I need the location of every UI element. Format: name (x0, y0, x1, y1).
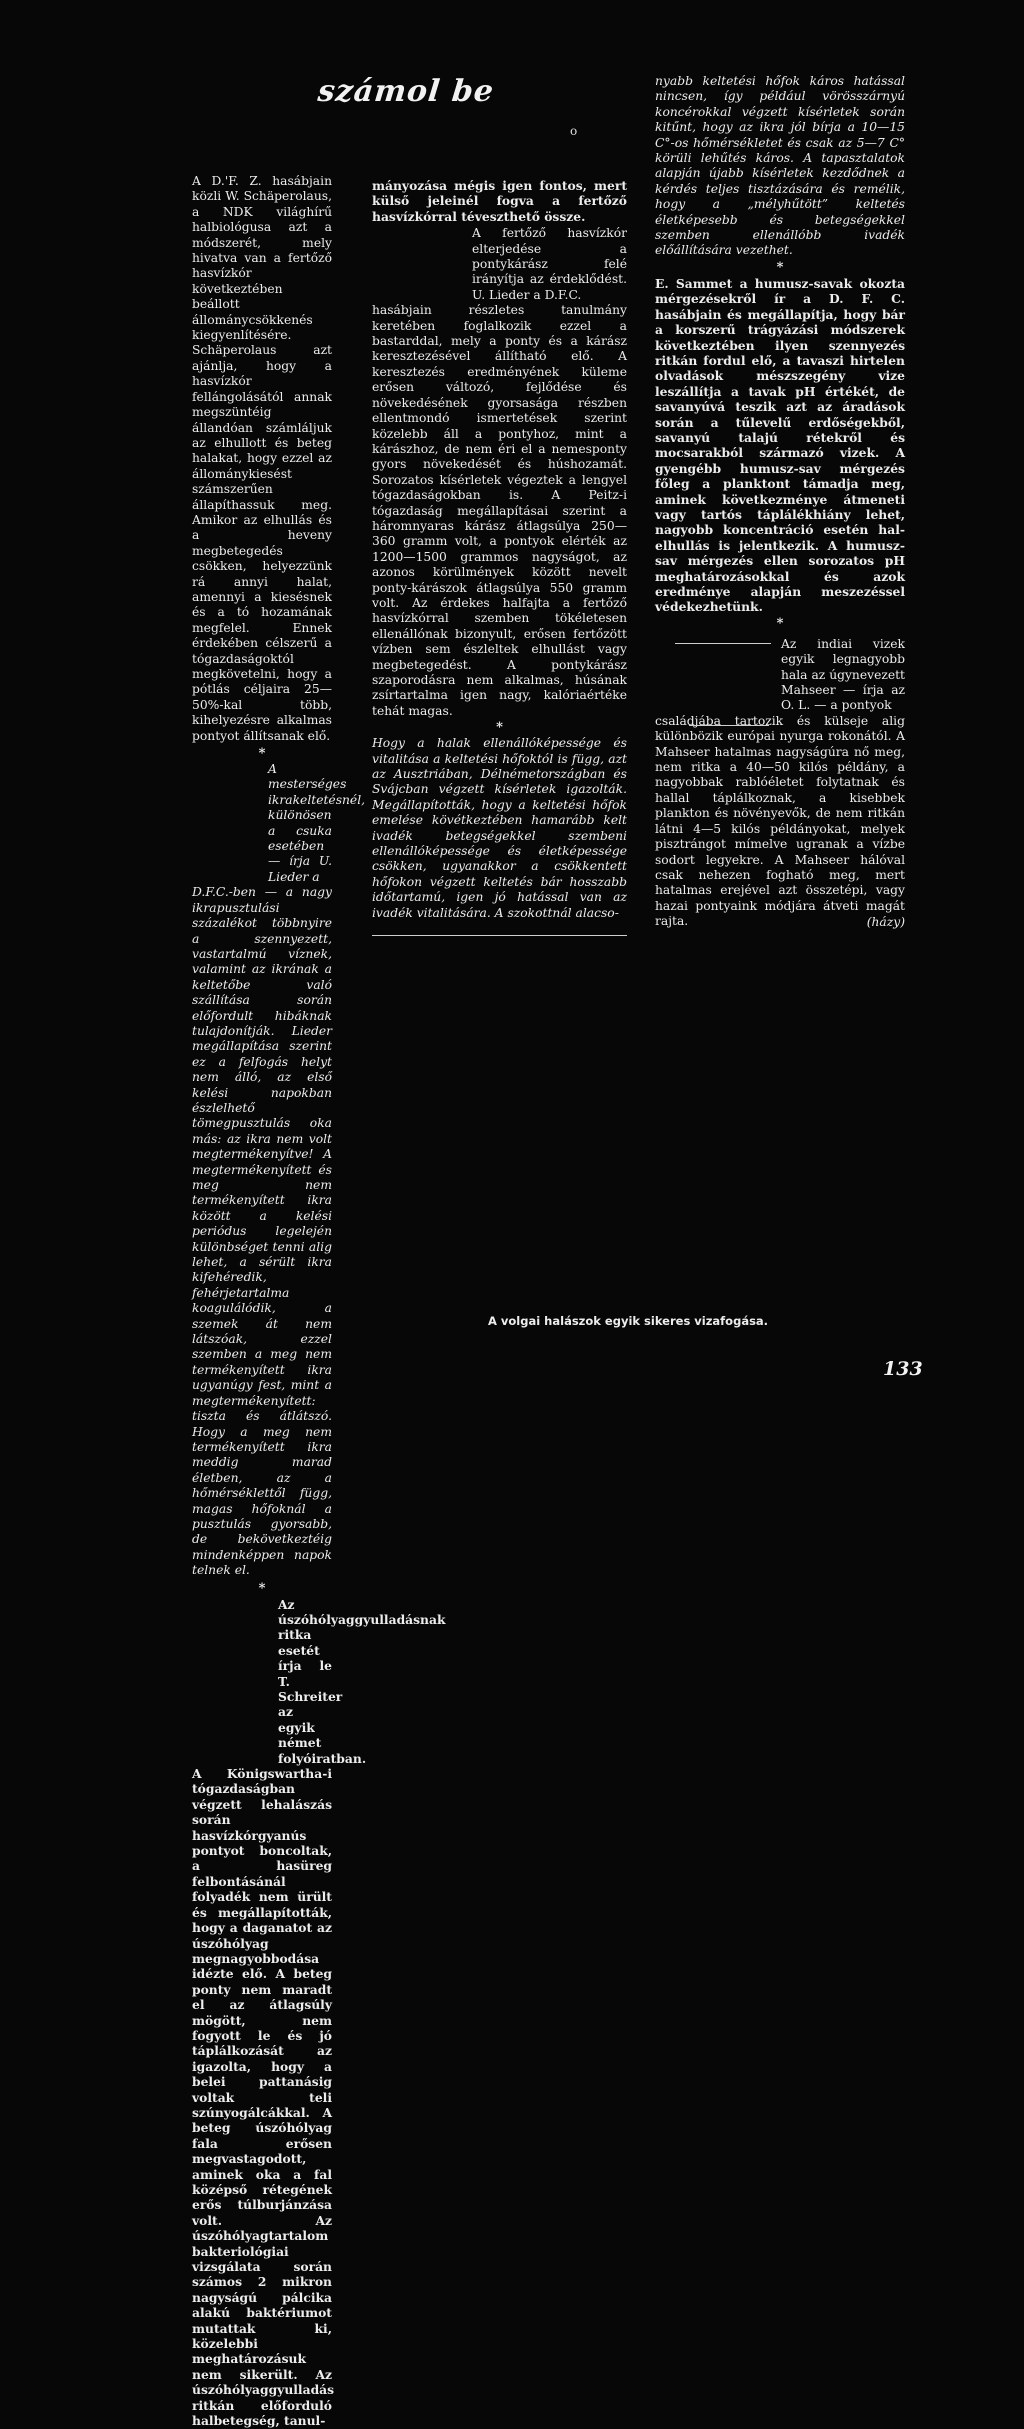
photo-caption: A volgai halászok egyik sikeres vizafogása. (488, 1314, 769, 1328)
homerseklet-article: nyabb keltetési hőfok káros hatással nincsen, így például vörösszárnyú koncérokkal végzett kísérletek során kitűnt, hogy az ikra jól bírja a 10—15 C°-os hőmérsékletet és csak az 5—7 C° körüli lehűtés káros. A tapasztalatok alapján újabb kísérletek kezdődnek a kérdés teljes tisztázására és remélik, hogy a „mélyhűtött” keltetés életképesebb és betegségekkel szemben ellenállóbb ivadék előállítására vezethet. (655, 74, 905, 258)
pontykarasz-article: hasábjain részletes tanulmány keretében foglalkozik ezzel a bastarddal, mely a ponty és a kárász keresztezésével állítható elő. A keresztezés eredményének küleme erősen változó, fejlődése és növekedésének gyorsasága részben ellentmondó ismertetések szerint közelebb áll a pontyhoz, mint a kárászhoz, de nem éri el a nemesponty gyors növekedését és húshozamát. Sorozatos kísérletek végeztek a lengyel tógazdaságokban is. A Peitz-i tógazdaság megállapításai szerint a háromnyaras kárász átlagsúlya 250—360 gramm volt, a pontyok elérték az 1200—1500 grammos nagyságot, az azonos körülmények között nevelt ponty-kárászok átlagsúlya 550 gramm volt. Az érdekes halfajta a fertőző hasvízkórral szemben tökéletesen ellenállónak bizonyult, erősen fertőzött vízben sem észleltek elhullást vagy megbetegedést. A pontykárász szaporodásra nem alkalmas, húsának zsírtartalma igen nagy, kalóriaértéke tehát magas. (372, 303, 627, 718)
mahseer-heading: Az indiai vizek egyik legnagyobb hala az úgynevezett Mahseer — írja az O. L. — a pontyok (781, 636, 905, 713)
separator-star: * (776, 259, 784, 275)
column-1 (192, 174, 446, 2429)
schreiter-heading: Az úszóhólyaggyulladásnak ritka esetét írja le T. Schreiter az egyik német folyóiratban. (278, 1596, 446, 1766)
decorative-rule (675, 643, 771, 644)
keltetes-article: Hogy a halak ellenállóképessége és vitalitása a keltetési hőfoktól is függ, azt az Ausztriában, Délnémetországban és Svájcban végzett kísérletek igazolták. Megállapították, hogy a keltetési hőfok emelése kövétkeztében hamarább kelt ivadék betegségekkel szembeni ellenállóképessége és életképessége csökken, ugyanakkor a csökkentett hőfokon végzett keltetés bár hosszabb időtartamú, igen jó hatással van az ivadék vitalitására. A szokottnál alacso- (372, 736, 627, 920)
separator-star: * (496, 720, 503, 736)
lieder-ikra-article: D.F.C.-ben — a nagy ikrapusztulási százalékot többnyire a szennyezett, vastartalmú víznek, valamint az ikrának a keltetőbe való szállítása során előfordult hibáknak tulajdonítják. Lieder megállapítása szerint ez a felfogás helyt nem álló, az első kelési napokban észlelhető tömegpusztulás oka más: az ikra nem volt megtermékenyítve! A megtermékenyített és meg nem termékenyített ikra között a kelési periódus legelején különbséget tenni alig lehet, a sérült ikra kifehéredik, fehérjetartalma koagulálódik, a szemek át nem látszóak, ezzel szemben a meg nem termékenyített ikra ugyanúgy fest, mint a megtermékenyített: tiszta és átlátszó. Hogy a meg nem termékenyített ikra meddig marad életben, az a hőmérséklettől függ, magas hőfoknál a pusztulás gyorsabb, de bekövetkeztéig mindenképpen napok telnek el. (192, 885, 332, 1578)
decorative-rule (689, 725, 769, 726)
mahseer-heading-block (655, 637, 905, 714)
sammet-humusz-article: E. Sammet a humusz-savak okozta mérgezésekről ír a D. F. C. hasábjain és megállapítja, hogy bár a korszerű trágyázási módszerek következtében ilyen szennyezés ritkán fordul elő, a tavaszi hirtelen olvadások mészszegény vize leszállítja a tavak pH értékét, de savanyúvá teszik azt az áradások során a tűlevelű erdőségekből, savanyú talajú rétekről és mocsarakból származó vizek. A gyengébb humusz-sav mérgezés főleg a planktont támadja meg, aminek következménye átmeneti vagy tartós táplálékhiány lehet, nagyobb koncentráció esetén hal-elhullás is jelentkezik. A humusz-sav mérgezés ellen sorozatos pH meghatározásokkal és azok eredménye alapján meszezéssel védekezhetünk. (655, 275, 905, 615)
stray-mark: o (570, 124, 578, 138)
continued-article: mányozása mégis igen fontos, mert külső jeleinél fogva a fertőző hasvízkórral téveszthető össze. (372, 178, 627, 224)
header-title: számol be (316, 74, 496, 109)
separator-star: * (258, 1580, 266, 1596)
schaperolaus-article: A D.'F. Z. hasábjain közli W. Schäperolaus, a NDK világhírű halbiológusa azt a módszerét, mely hivatva van a fertőző hasvízkór következtében beállott állománycsökkenés kiegyenlítésére. Schäperolaus azt ajánlja, hogy a hasvízkór fellángolásától annak megszüntéig állandóan számláljuk az elhullott és beteg halakat, hogy ezzel az állománykiesést számszerűen állapíthassuk meg. Amikor az elhullás és a heveny megbetegedés csökken, helyezzünk rá annyi halat, amennyi a kiesésnek és a tó hozamának megfelel. Ennek érdekében célszerű a tógazdaságoktól megkövetelni, hogy a pótlás céljaira 25—50%-kal több, kihelyezésre alkalmas pontyot állítsanak elő. (192, 174, 332, 743)
column-2 (372, 178, 627, 936)
lieder-ikra-heading: A mesterséges ikrakeltetésnél, különösen a csuka esetében — írja U. Lieder a (268, 762, 366, 884)
author-signature: (házy) (866, 914, 905, 929)
mahseer-article: családjába tartozik és külseje alig különbözik európai nyurga rokonától. A Mahseer hatalmas nagyságúra nő meg, nem ritka a 40—50 kilós példány, a nagyobbak rablóéletet folytatnak és hallal táplálkoznak, a kisebbek plankton és növényevők, de nem ritkán látni 4—5 kilós példányokat, melyek pisztrángot mímelve ugranak a vízbe sodort legyekre. A Mahseer hálóval csak nehezen fogható meg, mert hatalmas erejével azt összetépi, vagy hazai pontyaink módjára átveti magát rajta. (655, 713, 905, 929)
separator-star: * (776, 615, 784, 631)
pontykarasz-heading: A fertőző hasvízkór elterjedése a pontykárász felé irányítja az érdeklődést. U. Lieder a D.F.C. (472, 226, 627, 302)
column-3 (655, 74, 905, 930)
separator-star: * (258, 746, 266, 762)
schreiter-article: A Königswartha-i tógazdaságban végzett lehalászás során hasvízkórgyanús pontyot boncoltak, a hasüreg felbontásánál folyadék nem ürült és megállapították, hogy a daganatot az úszóhólyag megnagyobbodása idézte elő. A beteg ponty nem maradt el az átlagsúly mögött, nem fogyott le és jó táplálkozását az igazolta, hogy a belei pattanásig voltak teli szúnyogálcákkal. A beteg úszóhólyag fala erősen megvastagodott, aminek oka a fal középső rétegének erős túlburjánzása volt. Az úszóhólyagtartalom bakteriológiai vizsgálata során számos 2 mikron nagyságú pálcika alakú baktériumot mutattak ki, közelebbi meghatározásuk nem sikerült. Az úszóhólyaggyulladás ritkán előforduló halbetegség, tanul- (192, 1766, 335, 2429)
column-divider-rule (372, 935, 627, 936)
page-number: 133 (883, 1358, 923, 1380)
